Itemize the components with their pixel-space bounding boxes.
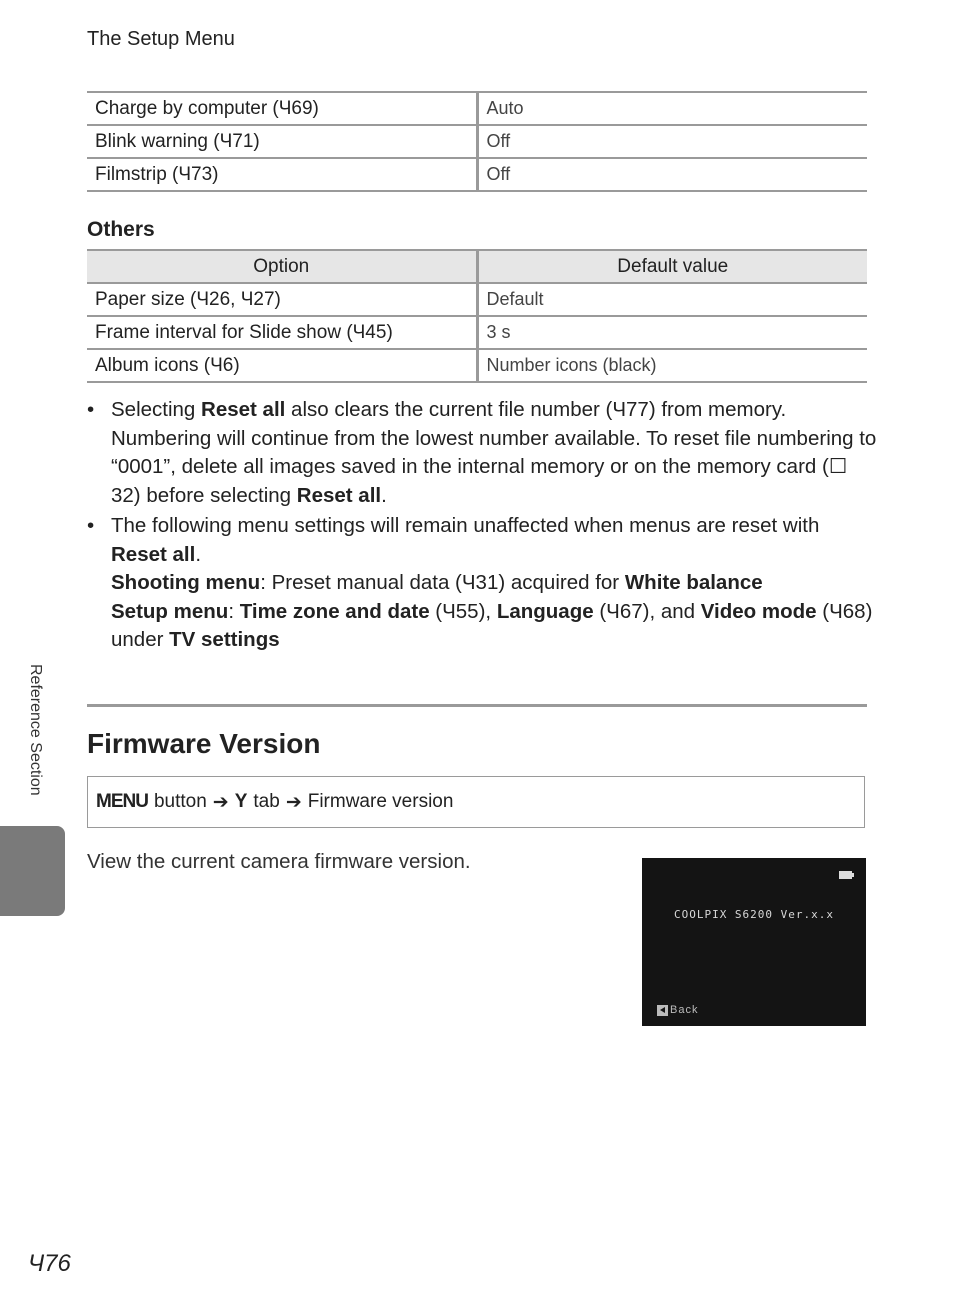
value-cell: Default xyxy=(477,283,867,316)
menu-path-text: tab xyxy=(253,791,280,812)
note-line xyxy=(111,598,877,655)
note-text: . xyxy=(195,542,202,566)
back-control xyxy=(657,1004,698,1016)
note-reset-file-number xyxy=(87,396,877,510)
note-bold: Shooting menu xyxy=(111,571,261,594)
option-cell: Filmstrip (Ч73) xyxy=(87,158,477,191)
note-line xyxy=(111,512,877,569)
wrench-icon: Y xyxy=(234,791,248,812)
notes-list xyxy=(87,396,877,657)
running-head: The Setup Menu xyxy=(87,28,235,50)
back-icon xyxy=(657,1005,668,1016)
menu-path-text: button xyxy=(153,791,207,812)
camera-screen xyxy=(642,858,866,1026)
section-divider xyxy=(87,704,867,707)
table-row xyxy=(87,316,867,349)
note-text: (Ч55), xyxy=(429,599,497,623)
note-bold: Reset all xyxy=(201,398,286,421)
note-text: also clears the current file number (Ч77) from memory. Numbering will continue from the lowest number available. To reset file numbering to “0001”, delete all images saved in the internal memory or on the memory card (☐ 32) before selecting xyxy=(111,398,877,507)
value-cell: Off xyxy=(477,125,867,158)
option-cell: Paper size (Ч26, Ч27) xyxy=(87,283,477,316)
note-bold: TV settings xyxy=(169,628,280,651)
table-row xyxy=(87,92,867,125)
firmware-version-text: COOLPIX S6200 Ver.x.x xyxy=(673,908,835,921)
table-header-row xyxy=(87,250,867,283)
table-row xyxy=(87,158,867,191)
back-label: Back xyxy=(670,1004,699,1016)
table-row xyxy=(87,283,867,316)
battery-icon xyxy=(839,871,852,879)
menu-button-icon: MENU xyxy=(96,791,148,812)
side-section-tab xyxy=(0,826,65,916)
value-cell: Number icons (black) xyxy=(477,349,867,382)
menu-path-box xyxy=(87,776,865,828)
arrow-right-icon: ➔ xyxy=(285,791,302,813)
note-text: : xyxy=(228,599,240,623)
page-number: Ч76 xyxy=(28,1250,71,1277)
note-bold: Reset all xyxy=(296,483,382,507)
table-row xyxy=(87,125,867,158)
note-text: Selecting xyxy=(111,398,202,421)
bullet: • xyxy=(87,398,95,421)
others-defaults-table xyxy=(87,249,867,383)
note-bold: Setup menu xyxy=(111,599,229,623)
note-text: . xyxy=(381,483,387,507)
option-cell: Charge by computer (Ч69) xyxy=(87,92,477,125)
others-heading: Others xyxy=(87,218,155,241)
note-unaffected-settings xyxy=(87,512,877,655)
table-row xyxy=(87,349,867,382)
note-text: The following menu settings will remain unaffected when menus are reset with xyxy=(111,514,820,537)
section-title: Firmware Version xyxy=(87,728,321,759)
note-bold: Reset all xyxy=(111,542,196,566)
note-text: (Ч67), and xyxy=(593,599,701,623)
note-bold: Time zone and date xyxy=(239,599,430,623)
menu-path-item: Firmware version xyxy=(307,791,454,812)
note-bold: White balance xyxy=(624,571,763,594)
note-line xyxy=(111,569,877,598)
note-text: (Ч68) under xyxy=(111,599,873,651)
note-text: : Preset manual data (Ч31) acquired for xyxy=(260,571,625,594)
bullet: • xyxy=(87,514,95,537)
note-bold: Video mode xyxy=(700,599,817,623)
header-default-value: Default value xyxy=(477,250,867,283)
description: View the current camera firmware version. xyxy=(87,850,471,873)
header-option: Option xyxy=(87,250,477,283)
side-section-label: Reference Section xyxy=(27,664,44,796)
arrow-right-icon: ➔ xyxy=(212,791,229,813)
setup-defaults-table xyxy=(87,91,867,192)
option-cell: Frame interval for Slide show (Ч45) xyxy=(87,316,477,349)
option-cell: Blink warning (Ч71) xyxy=(87,125,477,158)
value-cell: 3 s xyxy=(477,316,867,349)
option-cell: Album icons (Ч6) xyxy=(87,349,477,382)
value-cell: Auto xyxy=(477,92,867,125)
note-bold: Language xyxy=(496,599,594,623)
value-cell: Off xyxy=(477,158,867,191)
